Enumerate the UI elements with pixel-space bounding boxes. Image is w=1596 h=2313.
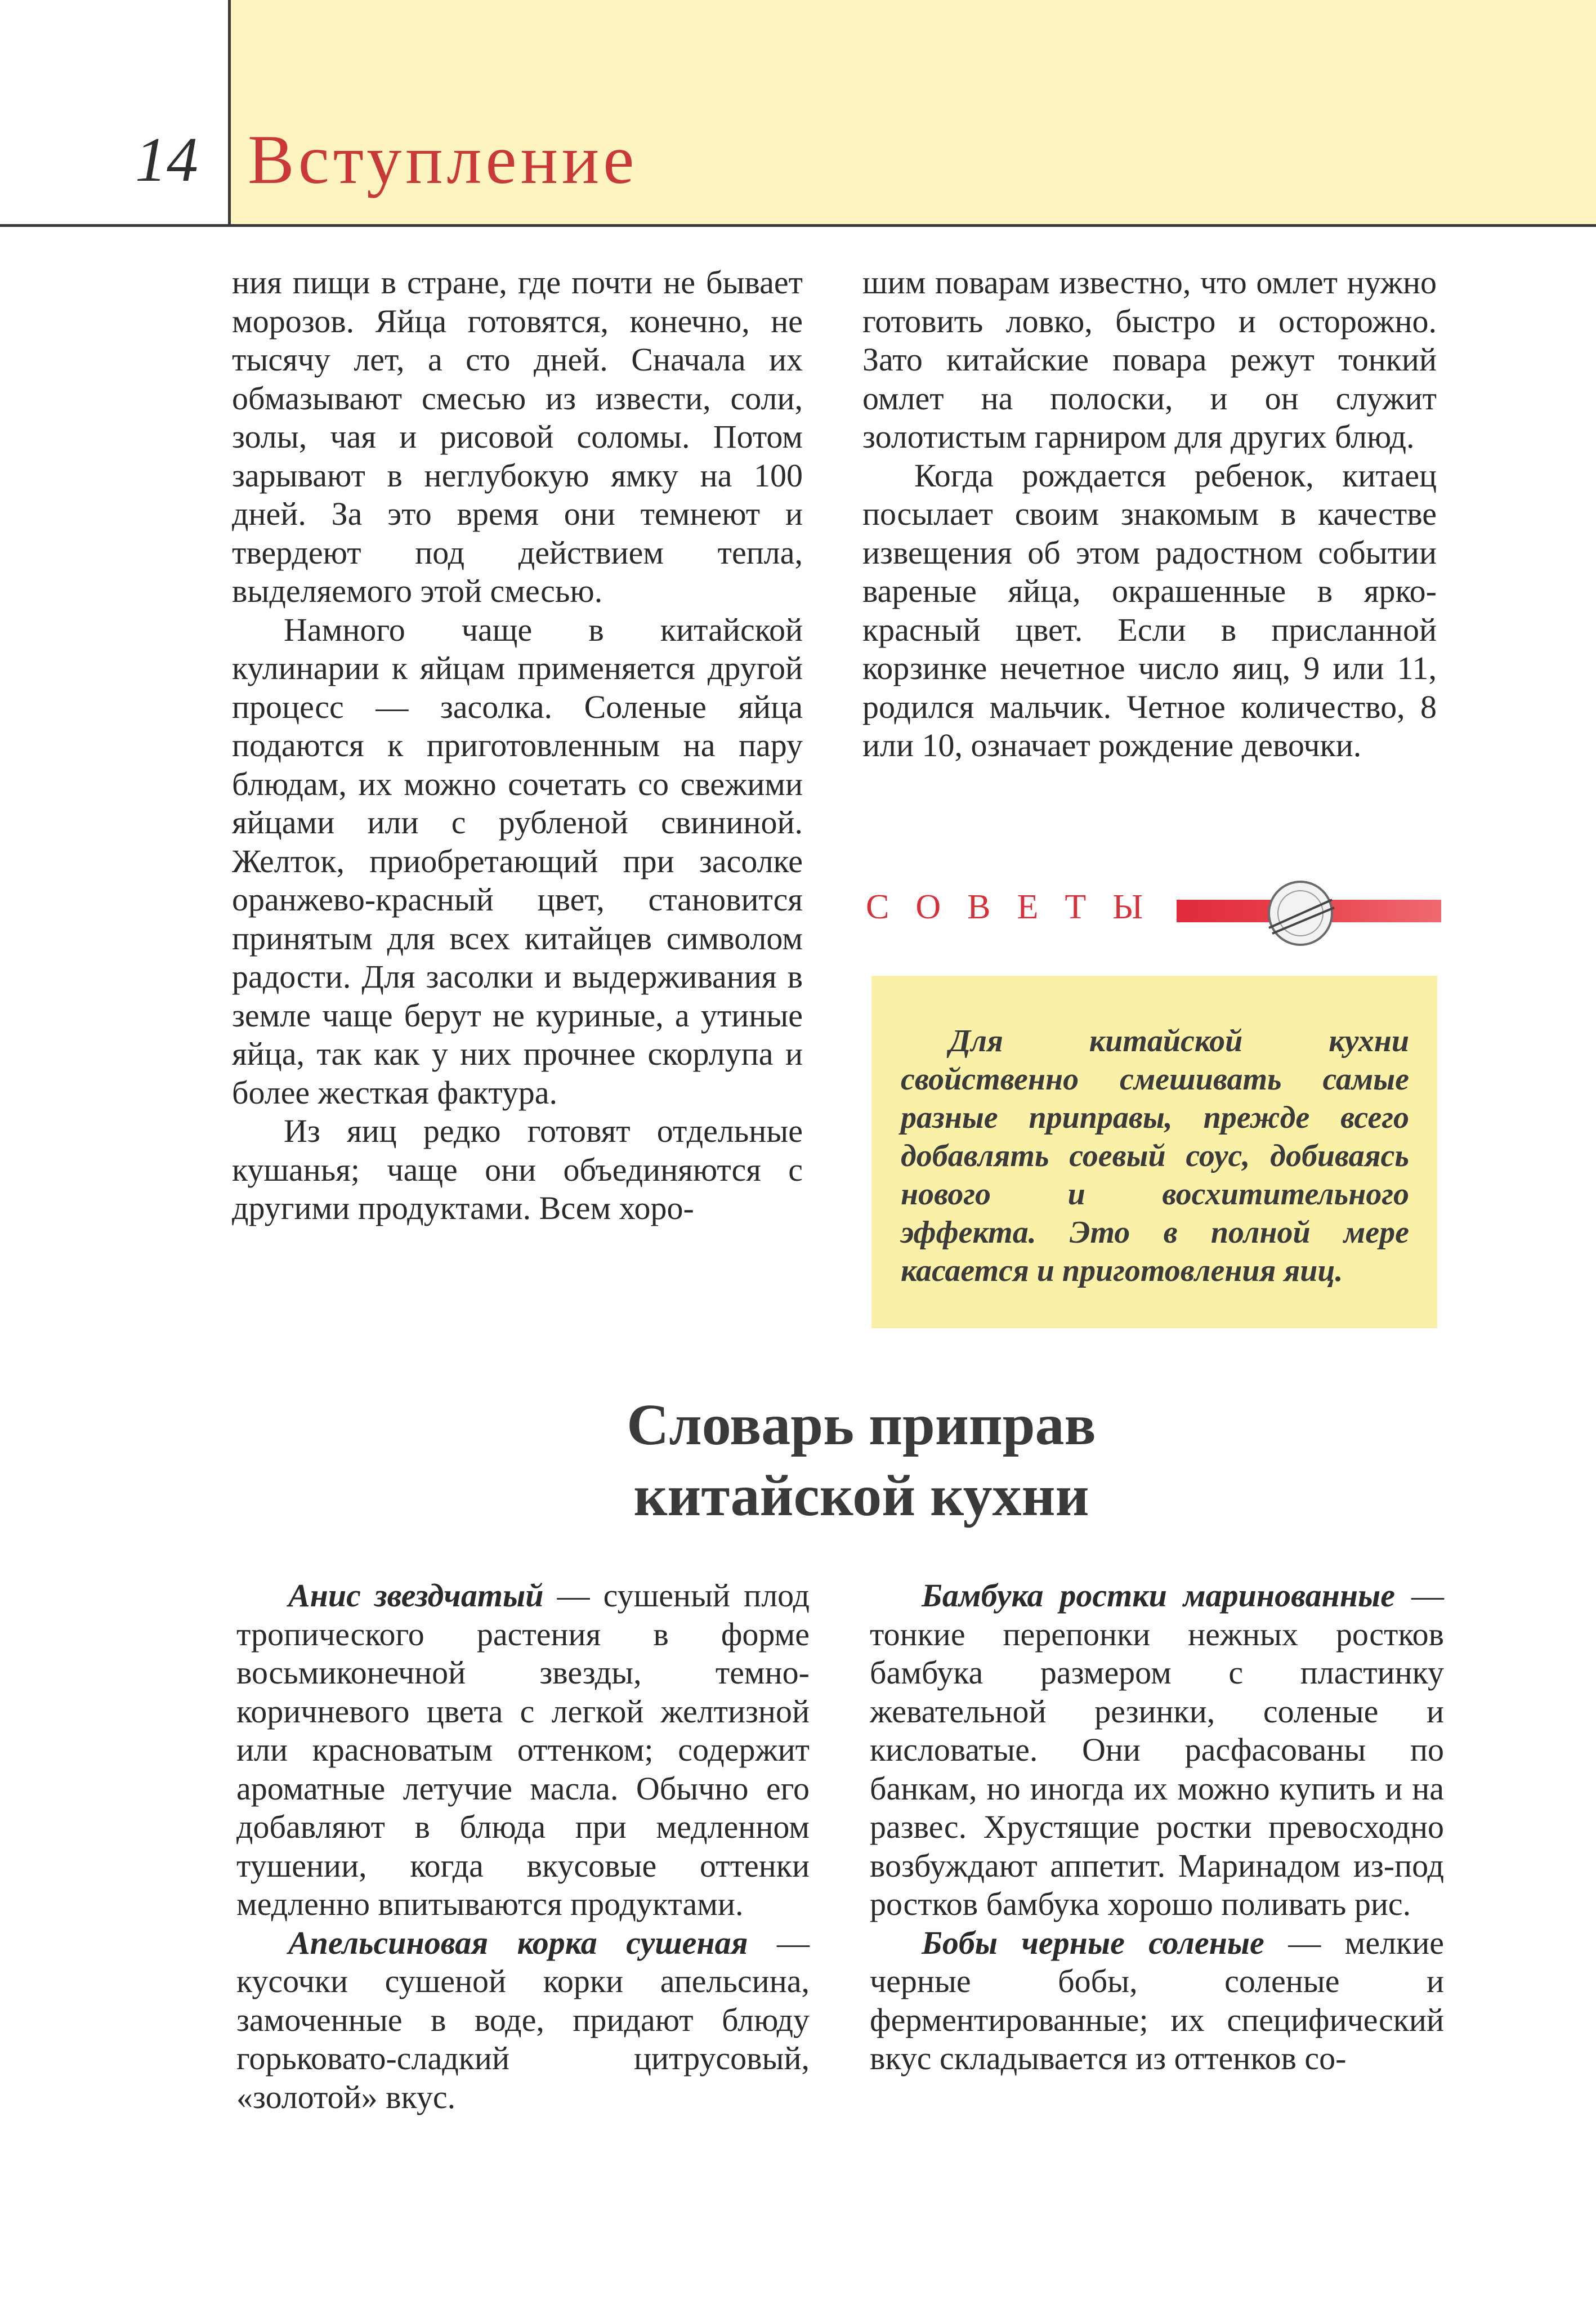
body-column-right [862, 264, 1437, 765]
dictionary-entry [236, 1924, 810, 2117]
entry-term: Бамбука ростки маринованные [922, 1577, 1396, 1614]
entry-definition: — кусочки сушеной корки апельсина, замоченные в воде, придают блюду горьковато-сладкий цитрусовый, «золотой» вкус. [236, 1924, 810, 2115]
header-divider-vertical [228, 0, 231, 227]
entry-term: Апельсиновая корка сушеная [288, 1924, 748, 1961]
dictionary-title-line1: Словарь приправ [627, 1392, 1096, 1457]
entry-definition: — сушеный плод тропического растения в форме восьмиконечной звезды, темно-коричневого цвета с легкой желтизной или красноватым оттенком; содержит ароматные летучие масла. Обычно его добавляют в блюда при медленном тушении, когда вкусовые оттенки медленно впитываются продуктами. [236, 1577, 810, 1922]
dictionary-title [529, 1390, 1193, 1531]
page-number: 14 [135, 125, 198, 195]
dictionary-title-line2: китайской кухни [633, 1463, 1089, 1528]
entry-term: Анис звездчатый [288, 1577, 544, 1614]
entry-term: Бобы черные соленые [922, 1924, 1264, 1961]
paragraph: ния пищи в стране, где почти не бывает морозов. Яйца готовятся, конечно, не тысячу лет, а сто дней. Сначала их обмазывают смесью из извести, соли, золы, чая и рисовой соломы. Потом зарывают в неглубокую ямку на 100 дней. За это время они темнеют и твердеют под действием тепла, выделяемого этой смесью. [232, 264, 803, 609]
body-column-left [232, 264, 803, 1228]
dictionary-entry [870, 1924, 1444, 2078]
paragraph: шим поварам известно, что омлет нужно готовить ловко, быстро и осторожно. Зато китайские повара режут тонкий омлет на полоски, и он служит золотистым гарниром для других блюд. [862, 264, 1437, 455]
chapter-title: Вступление [248, 121, 638, 198]
paragraph: Когда рождается ребенок, китаец посылает своим знакомым в качестве извещения об этом радостном событии вареные яйца, окрашенные в ярко-красный цвет. Если в присланной корзинке нечетное число яиц, 9 или 11, родился мальчик. Четное количество, 8 или 10, означает рождение девочки. [862, 457, 1437, 763]
dictionary-column-left [236, 1577, 810, 2116]
header-divider-horizontal [0, 224, 1596, 227]
tips-text: Для китайской кухни свойственно смешивать самые разные приправы, прежде всего добавлять соевый соус, добиваясь нового и восхитительного эффекта. Это в полной мере касается и приготовления яиц. [901, 1024, 1409, 1288]
dictionary-entry [870, 1577, 1444, 1924]
entry-definition: — мелкие черные бобы, соленые и ферментированные; их специфический вкус складывается из оттенков со- [870, 1924, 1444, 2077]
paragraph: Намного чаще в китайской кулинарии к яйцам применяется другой процесс — засолка. Соленые яйца подаются к приготовленным на пару блюдам, их можно сочетать со свежими яйцами или с рубленой свининой. Желток, приобретающий при засолке оранжево-красный цвет, становится принятым для всех китайцев символом радости. Для засолки и выдерживания в земле чаще берут не куриные, а утиные яйца, так как у них прочнее скорлупа и более жесткая фактура. [232, 611, 803, 1111]
entry-definition: — тонкие перепонки нежных ростков бамбука размером с пластинку жевательной резинки, соленые и кисловатые. Они расфасованы по банкам, но иногда их можно купить и на развес. Хрустящие ростки превосходно возбуждают аппетит. Маринадом из-под ростков бамбука хорошо поливать рис. [870, 1577, 1444, 1922]
tips-label: СОВЕТЫ [866, 888, 1170, 926]
chopsticks-bowl-icon [1261, 874, 1340, 953]
dictionary-column-right [870, 1577, 1444, 2078]
tips-box [871, 976, 1437, 1328]
paragraph: Из яиц редко готовят отдельные кушанья; чаще они объединяются с другими продуктами. Всем хоро- [232, 1113, 803, 1226]
dictionary-entry [236, 1577, 810, 1924]
